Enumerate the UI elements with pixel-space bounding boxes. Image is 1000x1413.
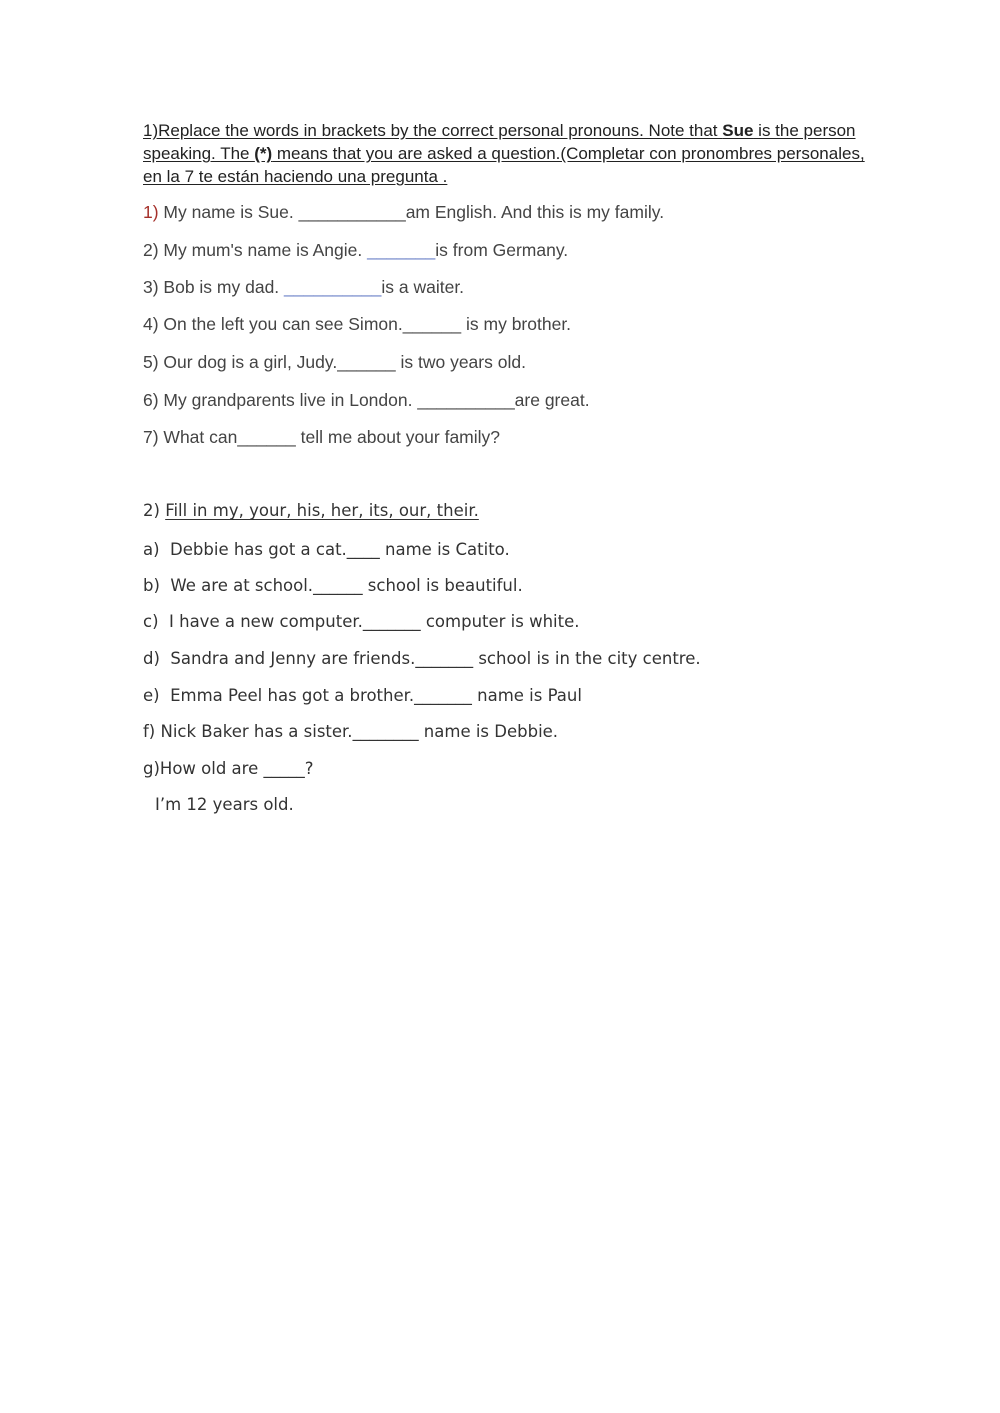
exercise-text-before: What can	[158, 427, 238, 447]
exercise-label: c)	[143, 612, 159, 631]
exercise-text-before: Our dog is a girl, Judy.	[158, 352, 338, 372]
answer-blank[interactable]: __________	[284, 277, 382, 297]
exercise-text-before: My grandparents live in London.	[158, 390, 418, 410]
exercise-number: 1)	[143, 202, 159, 222]
exercise-text-after: school is beautiful.	[362, 576, 523, 595]
exercise-text-after: school is in the city centre.	[473, 649, 701, 668]
instructions-text-3: means that you are asked a question.(Completar con pronombres personales, en la 7 te están haciendo una pregunta .	[143, 144, 865, 186]
exercise-text-before: Debbie has got a cat.	[159, 540, 347, 559]
instructions-text-2: is the person speaking. The	[143, 121, 856, 163]
exercise-text-after: is two years old.	[395, 352, 526, 372]
possessive-exercise-d	[143, 648, 701, 670]
pronoun-exercise-2	[143, 239, 568, 261]
exercise-text-after: ?	[304, 759, 314, 778]
section2-number: 2)	[143, 501, 166, 520]
exercise-number: 2)	[143, 240, 159, 260]
instructions-bold-name: Sue	[722, 121, 754, 140]
exercise-text-before: My name is Sue.	[158, 202, 299, 222]
exercise-text-after: is from Germany.	[435, 240, 569, 260]
exercise-text-after: is a waiter.	[381, 277, 465, 297]
answer-blank[interactable]: _____	[263, 759, 305, 778]
exercise-label: b)	[143, 576, 160, 595]
pronoun-exercise-5	[143, 351, 526, 373]
exercise-text-before: Emma Peel has got a brother.	[159, 686, 415, 705]
exercise-text-after: name is Debbie.	[418, 722, 559, 741]
possessive-exercise-g	[143, 758, 314, 780]
answer-blank[interactable]: _______	[415, 649, 474, 668]
pronoun-exercise-4	[143, 313, 571, 335]
exercise-text-after: am English. And this is my family.	[405, 202, 665, 222]
exercise-number: 5)	[143, 352, 159, 372]
exercise-text-before: I have a new computer.	[158, 612, 363, 631]
pronoun-exercise-3	[143, 276, 464, 298]
pronoun-exercise-6	[143, 389, 590, 411]
section2-instructions: Fill in my, your, his, her, its, our, their.	[165, 501, 479, 520]
exercise-text-before: My mum's name is Angie.	[158, 240, 368, 260]
possessive-exercise-b	[143, 575, 523, 597]
possessive-exercise-e	[143, 685, 582, 707]
exercise-text-before: Nick Baker has a sister.	[155, 722, 353, 741]
answer-blank[interactable]: __________	[417, 390, 515, 410]
exercise-label: f)	[143, 722, 156, 741]
answer-blank[interactable]: ____	[346, 540, 380, 559]
exercise-label: g)	[143, 759, 160, 778]
possessive-exercise-a	[143, 539, 510, 561]
exercise-text-after: is my brother.	[461, 314, 572, 334]
section2-heading	[143, 500, 479, 522]
exercise-text-after: name is Paul	[471, 686, 582, 705]
possessive-exercise-f	[143, 721, 558, 743]
pronoun-exercise-7	[143, 426, 500, 448]
answer-blank[interactable]: ______	[313, 576, 363, 595]
exercise-text-before: We are at school.	[159, 576, 314, 595]
exercise-text-after: tell me about your family?	[295, 427, 501, 447]
example-answer: I’m 12 years old.	[155, 795, 294, 814]
answer-blank[interactable]: ______	[402, 314, 462, 334]
pronoun-exercise-1	[143, 201, 664, 223]
exercise-text-after: are great.	[514, 390, 590, 410]
exercise-number: 7)	[143, 427, 159, 447]
possessive-exercise-c	[143, 611, 580, 633]
answer-blank[interactable]: _______	[367, 240, 436, 260]
exercise-label: e)	[143, 686, 160, 705]
answer-blank[interactable]: ______	[337, 352, 396, 372]
exercise-text-before: Sandra and Jenny are friends.	[159, 649, 416, 668]
exercise-text-after: computer is white.	[420, 612, 580, 631]
exercise-label: d)	[143, 649, 160, 668]
exercise-number: 4)	[143, 314, 159, 334]
instructions-bold-marker: (*)	[254, 144, 273, 163]
exercise-text-before: Bob is my dad.	[158, 277, 285, 297]
exercise-text-before: On the left you can see Simon.	[158, 314, 403, 334]
section1-instructions	[143, 119, 873, 188]
exercise-label: a)	[143, 540, 160, 559]
exercise-number: 3)	[143, 277, 159, 297]
exercise-number: 6)	[143, 390, 159, 410]
exercise-text-after: name is Catito.	[379, 540, 510, 559]
answer-blank[interactable]: ___________	[298, 202, 406, 222]
instructions-text-1: 1)Replace the words in brackets by the correct personal pronouns. Note that	[143, 121, 723, 140]
answer-blank[interactable]: ______	[237, 427, 296, 447]
answer-blank[interactable]: _______	[362, 612, 421, 631]
answer-blank[interactable]: ________	[352, 722, 419, 741]
answer-blank[interactable]: _______	[414, 686, 472, 705]
exercise-text-before: How old are	[159, 759, 264, 778]
